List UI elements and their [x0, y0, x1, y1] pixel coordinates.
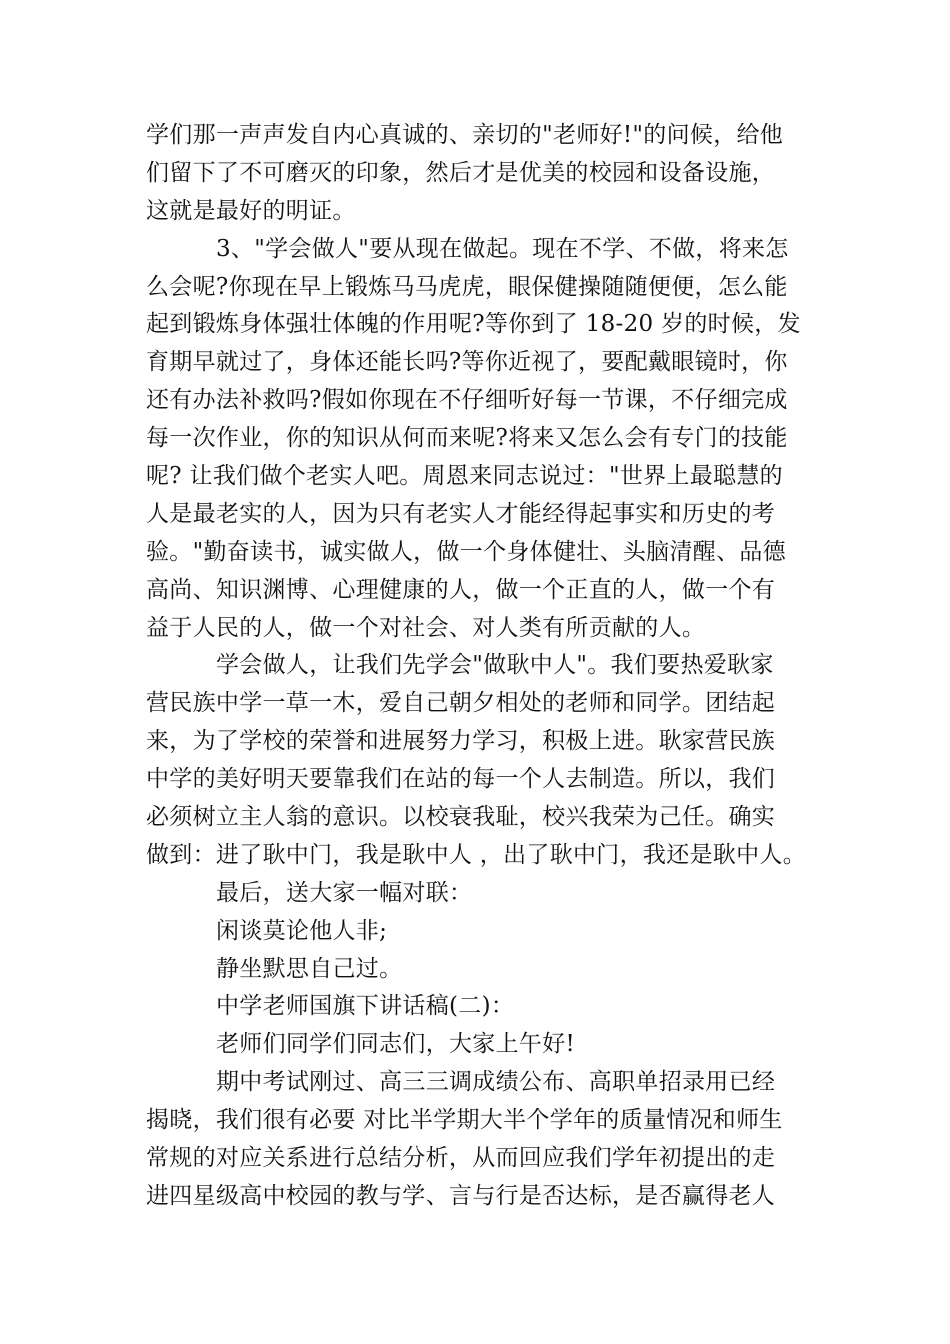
text-line: 3、"学会做人"要从现在做起。现在不学、不做，将来怎 — [216, 235, 789, 262]
text-line: 么会呢?你现在早上锻炼马马虎虎，眼保健操随随便便，怎么能 — [146, 273, 788, 300]
text-line: 常规的对应关系进行总结分析，从而回应我们学年初提出的走 — [146, 1145, 776, 1172]
text-line: 高尚、知识渊博、心理健康的人，做一个正直的人，做一个有 — [146, 576, 776, 603]
text-line: 营民族中学一草一木，爱自己朝夕相处的老师和同学。团结起 — [146, 690, 776, 717]
text-line: 必须树立主人翁的意识。以校衰我耻，校兴我荣为己任。确实 — [146, 804, 776, 831]
text-line: 每一次作业，你的知识从何而来呢?将来又怎么会有专门的技能 — [146, 425, 788, 452]
text-line: 起到锻炼身体强壮体魄的作用呢?等你到了 18-20 岁的时候，发 — [146, 311, 801, 338]
text-line: 中学的美好明天要靠我们在站的每一个人去制造。所以，我们 — [146, 766, 776, 793]
text-line: 进四星级高中校园的教与学、言与行是否达标，是否赢得老人 — [146, 1182, 776, 1209]
text-line: 益于人民的人，做一个对社会、对人类有所贡献的人。 — [146, 614, 706, 641]
text-line: 呢? 让我们做个老实人吧。周恩来同志说过："世界上最聪慧的 — [146, 463, 783, 490]
text-line: 育期早就过了，身体还能长吗?等你近视了，要配戴眼镜时，你 — [146, 349, 788, 376]
text-line: 学会做人，让我们先学会"做耿中人"。我们要热爱耿家 — [216, 652, 774, 679]
text-line: 们留下了不可磨灭的印象，然后才是优美的校园和设备设施， — [146, 159, 776, 186]
text-line: 闲谈莫论他人非; — [216, 917, 388, 944]
text-line: 最后，送大家一幅对联： — [216, 879, 473, 906]
text-line: 还有办法补救吗?假如你现在不仔细听好每一节课，不仔细完成 — [146, 387, 788, 414]
text-line: 中学老师国旗下讲话稿(二)： — [216, 993, 515, 1020]
text-line: 这就是最好的明证。 — [146, 197, 356, 224]
text-line: 验。"勤奋读书，诚实做人，做一个身体健壮、头脑清醒、品德 — [146, 538, 786, 565]
text-line: 做到：进了耿中门，我是耿中人 ，出了耿中门，我还是耿中人。 — [146, 841, 807, 868]
text-line: 来，为了学校的荣誉和进展努力学习，积极上进。耿家营民族 — [146, 728, 776, 755]
text-line: 揭晓，我们很有必要 对比半学期大半个学年的质量情况和师生 — [146, 1107, 783, 1134]
text-line: 老师们同学们同志们，大家上午好! — [216, 1031, 576, 1058]
text-line: 人是最老实的人，因为只有老实人才能经得起事实和历史的考 — [146, 500, 776, 527]
text-line: 静坐默思自己过。 — [216, 955, 403, 982]
text-line: 学们那一声声发自内心真诚的、亲切的"老师好!"的问候，给他 — [146, 122, 784, 148]
text-line: 期中考试刚过、高三三调成绩公布、高职单招录用已经 — [216, 1069, 776, 1096]
document-body — [146, 117, 826, 1216]
